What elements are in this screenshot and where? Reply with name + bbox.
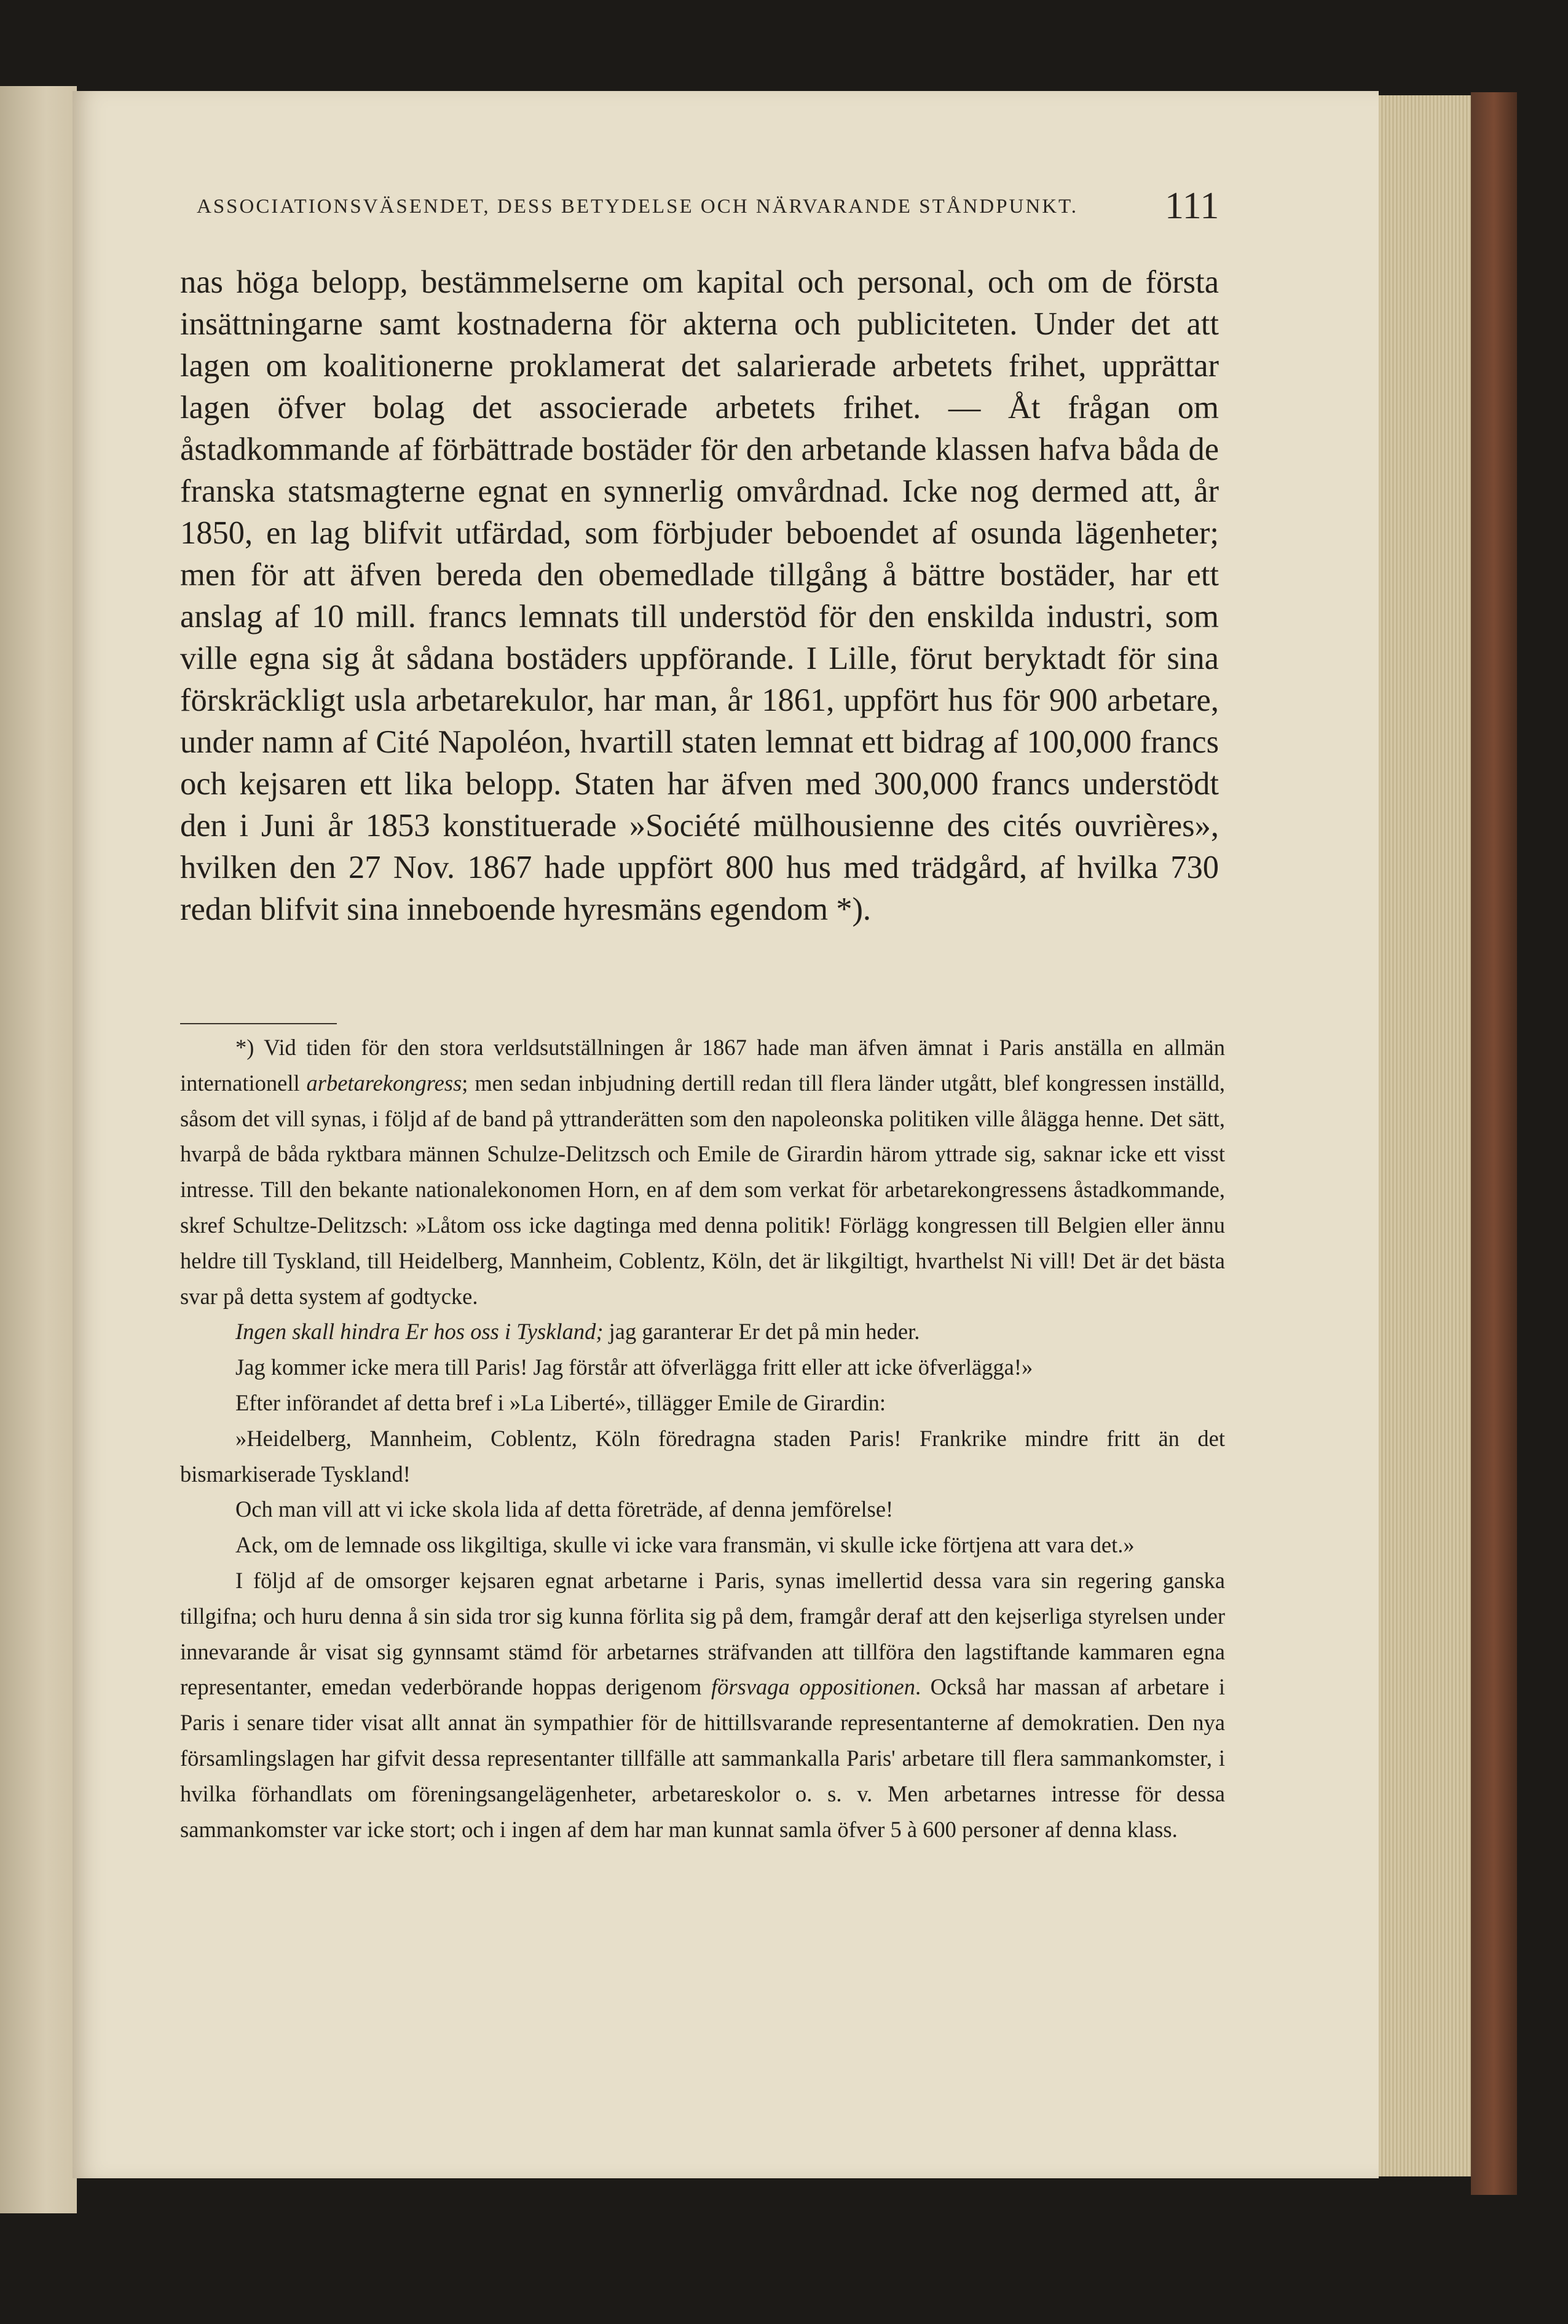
body-text: nas höga belopp, bestämmelserne om kapital och personal, och om de första insättningarne samt kostnaderna för akterna och publiciteten. Under det att lagen om koalitionerne proklamerat det salarierade arbetets frihet, upprättar lagen öfver bolag det associerade arbetets frihet. — Åt frågan om åstadkommande af förbättrade bostäder för den arbetande klassen hafva båda de franska statsmagterne egnat en synnerlig omvårdnad. Icke nog dermed att, år 1850, en lag blifvit utfärdad, som förbjuder beboendet af osunda lägenheter; men för att äfven bereda den obemedlade tillgång å bättre bostäder, har ett anslag af 10 mill. francs lemnats till understöd för den enskilda industri, som ville egna sig åt sådana bostäders uppförande. I Lille, förut beryktadt för sina förskräckligt usla arbetarekulor, har man, år 1861, uppfört hus för 900 arbetare, under namn af Cité Napoléon, hvartill staten lemnat ett bidrag af 100,000 francs och kejsaren ett lika belopp. Staten har äfven med 300,000 francs understödt den i Juni år 1853 konstituerade »Société mülhousienne des cités ouvrières», hvilken den 27 Nov. 1867 hade uppfört 800 hus med trädgård, af hvilka 730 redan blifvit sina inneboende hyresmäns egendom *). [180,264,1219,927]
footnotes [180,1030,1225,1847]
footnote-rule [180,1023,337,1024]
footnote-paragraph: I följd af de omsorger kejsaren egnat arbetarne i Paris, synas imellertid dessa vara sin regering ganska tillgifna; och huru denna å sin sida tror sig kunna förlita sig på dem, framgår deraf att den kejserliga styrelsen under innevarande år visat sig gynnsamt stämd för arbetarnes sträfvanden att tillföra den lagstiftande kammaren egna representanter, emedan vederbörande hoppas derigenom försvaga oppositionen. Också har massan af arbetare i Paris i senare tider visat allt annat än sympathier för de hittillsvarande representanterne af demokratien. Den nya församlingslagen har gifvit dessa representanter tillfälle att sammankalla Paris' arbetare till flera sammankomster, i hvilka förhandlats om föreningsangelägenheter, arbetareskolor o. s. v. Men arbetarnes intresse för dessa sammankomster var icke stort; och i ingen af dem har man kunnat samla öfver 5 à 600 personer af denna klass. [180,1567,1225,1842]
footnote-paragraph: Efter införandet af detta bref i »La Liberté», tillägger Emile de Girardin: [235,1389,886,1415]
running-header: ASSOCIATIONSVÄSENDET, DESS BETYDELSE OCH NÄRVARANDE STÅNDPUNKT. [197,196,1079,218]
footnote-paragraph: Ack, om de lemnade oss likgiltiga, skulle vi icke vara fransmän, vi skulle icke förtjena att vara det.» [235,1532,1135,1558]
footnote-paragraph: *) Vid tiden för den stora verldsutställningen år 1867 hade man äfven ämnat i Paris anställa en allmän internationell arbetarekongress; men sedan inbjudning dertill redan till flera länder utgått, blef kongressen inställd, såsom det vill synas, i följd af de band på yttranderätten som den napoleonska politiken ville ålägga henne. Det sätt, hvarpå de båda ryktbara männen Schulze-Delitzsch och Emile de Girardin härom yttrade sig, saknar icke ett visst intresse. Till den bekante nationalekonomen Horn, en af dem som verkat för arbetarekongressens åstadkommande, skref Schultze-Delitzsch: »Låtom oss icke dagtinga med denna politik! Förlägg kongressen till Belgien eller ännu heldre till Tyskland, till Heidelberg, Mannheim, Coblentz, Köln, det är likgiltigt, hvarthelst Ni vill! Det är det bästa svar på detta system af godtycke. [180,1035,1225,1309]
left-page-edge [0,86,77,2213]
footnote-paragraph: Ingen skall hindra Er hos oss i Tyskland; jag garanterar Er det på min heder. [235,1319,920,1345]
footnote-paragraph: Och man vill att vi icke skola lida af detta företräde, af denna jemförelse! [235,1496,894,1522]
footnote-paragraph: Jag kommer icke mera till Paris! Jag förstår att öfverlägga fritt eller att icke öfverlägga!» [235,1354,1033,1380]
book-cover [1471,92,1517,2195]
footnote-paragraph: »Heidelberg, Mannheim, Coblentz, Köln föredragna staden Paris! Frankrike mindre fritt än det bismarkiserade Tyskland! [180,1425,1225,1487]
page-number: 111 [1165,185,1219,227]
page-edges [1379,95,1471,2176]
